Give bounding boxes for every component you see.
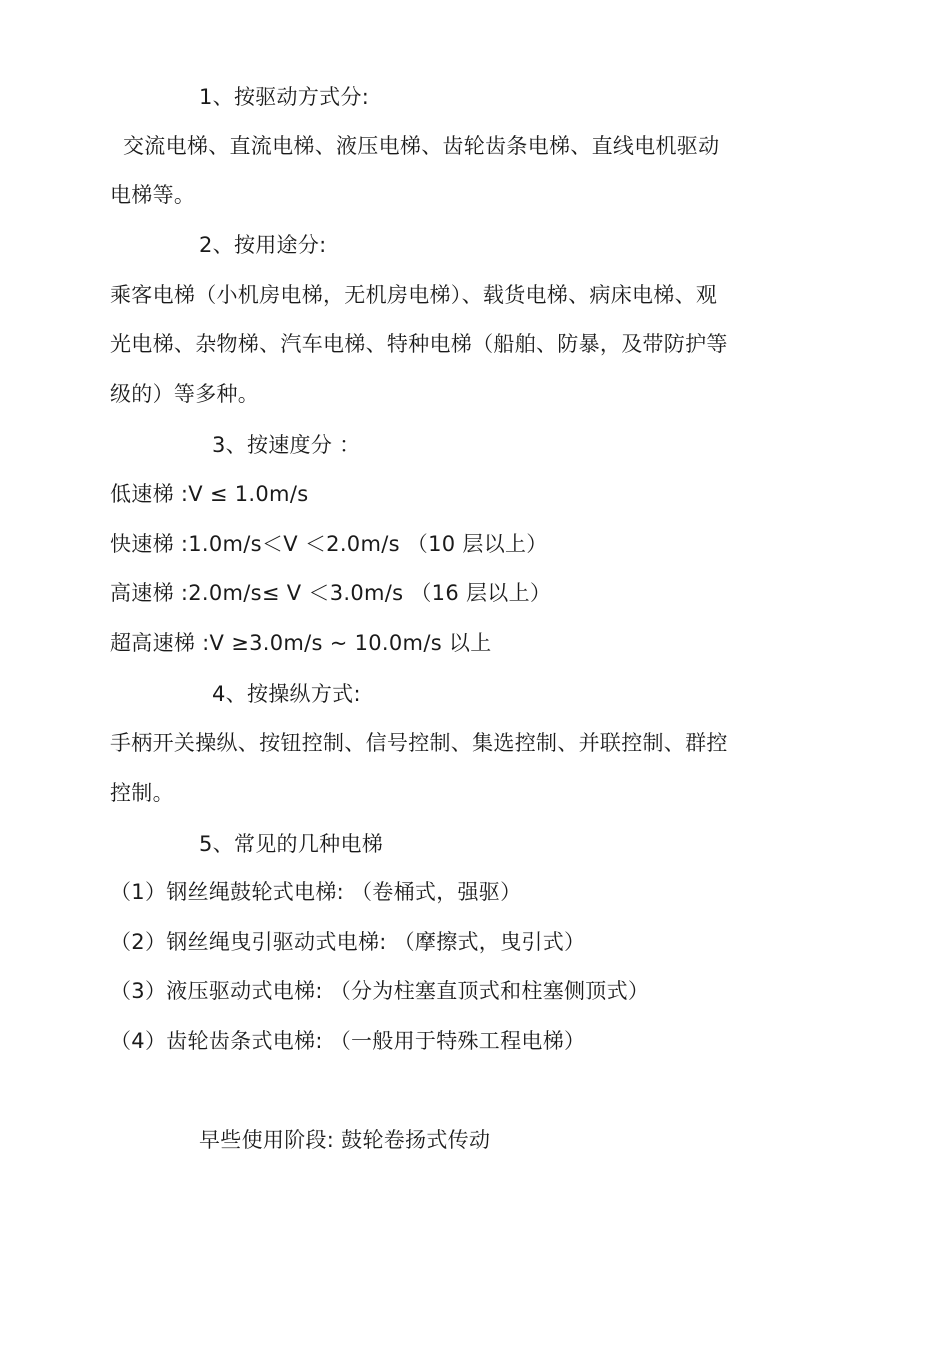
section-heading-control: 4、按操纵方式: xyxy=(212,682,361,706)
list-item: （4）齿轮齿条式电梯: （一般用于特殊工程电梯） xyxy=(110,1029,586,1053)
paragraph-line: 光电梯、杂物梯、汽车电梯、特种电梯（船舶、防暴，及带防护等 xyxy=(110,332,728,356)
section-heading-drive: 1、按驱动方式分: xyxy=(199,85,370,109)
list-item: （1）钢丝绳鼓轮式电梯: （卷桶式，强驱） xyxy=(110,880,522,904)
speed-line: 快速梯 :1.0m/s＜V ＜2.0m/s （10 层以上） xyxy=(110,532,548,556)
paragraph-line: 交流电梯、直流电梯、液压电梯、齿轮齿条电梯、直线电机驱动 xyxy=(123,134,720,158)
speed-line: 低速梯 :V ≤ 1.0m/s xyxy=(110,482,309,506)
closing-note: 早些使用阶段: 鼓轮卷扬式传动 xyxy=(199,1128,491,1152)
list-item: （2）钢丝绳曳引驱动式电梯: （摩擦式，曳引式） xyxy=(110,930,586,954)
list-item: （3）液压驱动式电梯: （分为柱塞直顶式和柱塞侧顶式） xyxy=(110,979,650,1003)
section-heading-usage: 2、按用途分: xyxy=(199,233,327,257)
section-heading-common: 5、常见的几种电梯 xyxy=(199,832,384,856)
paragraph-line: 电梯等。 xyxy=(110,183,196,207)
speed-line: 高速梯 :2.0m/s≤ V ＜3.0m/s （16 层以上） xyxy=(110,581,552,605)
paragraph-line: 级的）等多种。 xyxy=(110,382,260,406)
paragraph-line: 手柄开关操纵、按钮控制、信号控制、集选控制、并联控制、群控 xyxy=(110,731,728,755)
paragraph-line: 控制。 xyxy=(110,781,174,805)
section-heading-speed: 3、按速度分 ： xyxy=(212,433,361,457)
paragraph-line: 乘客电梯（小机房电梯，无机房电梯）、载货电梯、病床电梯、观 xyxy=(110,283,718,307)
speed-line: 超高速梯 :V ≥3.0m/s ~ 10.0m/s 以上 xyxy=(110,631,492,655)
